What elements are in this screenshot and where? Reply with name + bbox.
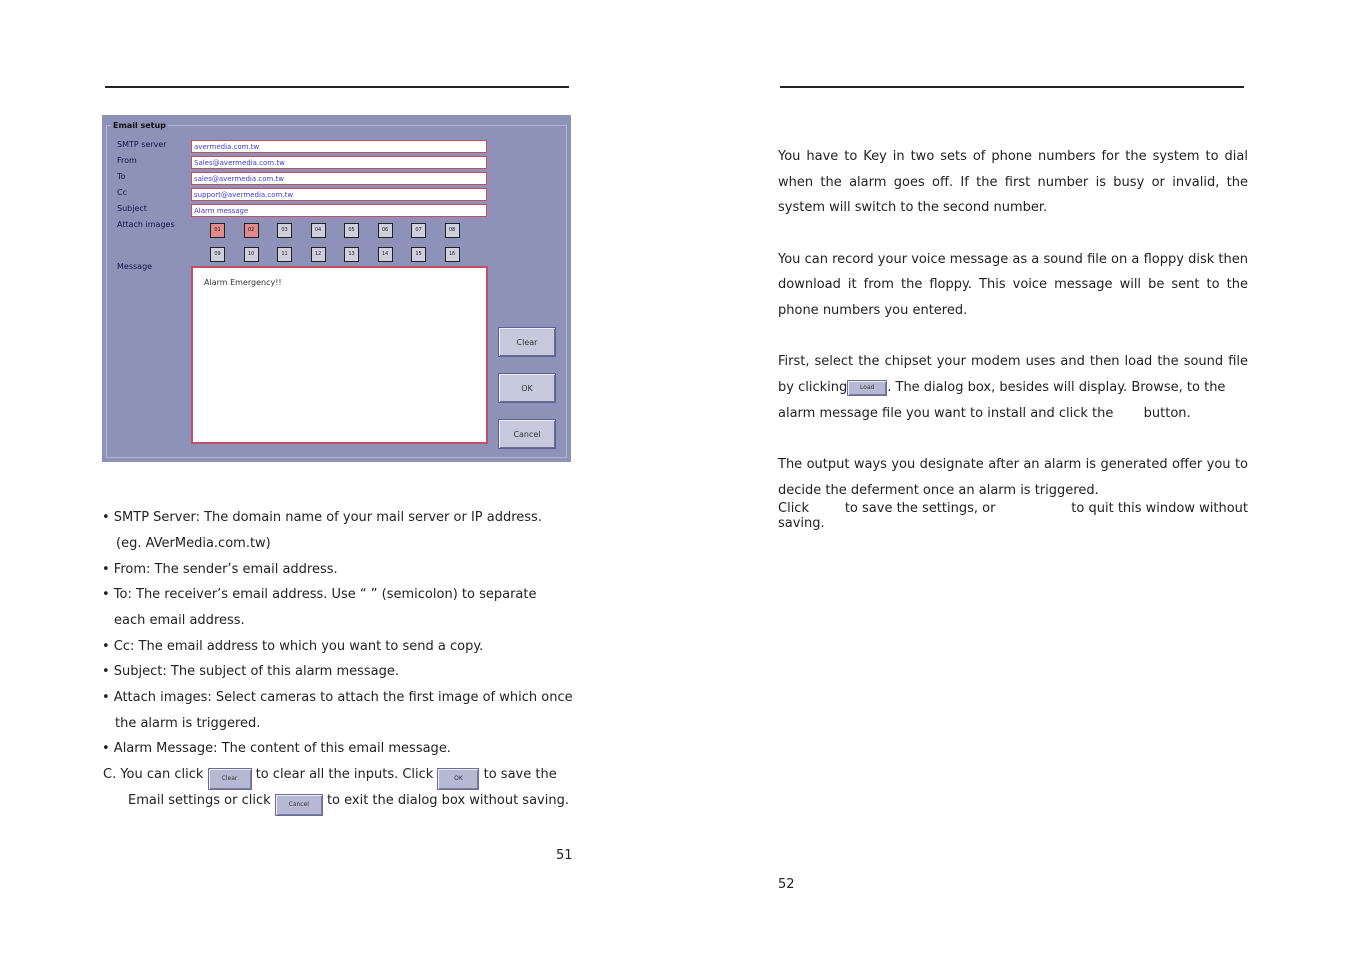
bullet-smtp-server: • SMTP Server: The domain name of your mail server or IP address. (102, 510, 542, 525)
camera-checkbox-14[interactable]: 14 (378, 247, 393, 262)
left-header-rule (105, 86, 569, 88)
page-number-left: 51 (556, 848, 573, 863)
p3-line2-suffix: . The dialog box, besides will display. Browse, to the (887, 380, 1226, 395)
step-c-line2 (128, 793, 569, 816)
step-c2-suffix: to exit the dialog box without saving. (326, 793, 569, 808)
p2-line1: You can record your voice message as a sound file on a floppy disk then (778, 252, 1248, 267)
camera-checkbox-13[interactable]: 13 (344, 247, 359, 262)
camera-checkbox-01[interactable]: 01 (210, 223, 225, 238)
smtp-label: SMTP server (117, 140, 167, 149)
step-c-line1 (103, 767, 557, 790)
ok-button[interactable]: OK (498, 373, 556, 403)
p2-line3: phone numbers you entered. (778, 303, 968, 318)
camera-checkbox-12[interactable]: 12 (311, 247, 326, 262)
camera-checkbox-02[interactable]: 02 (244, 223, 259, 238)
step-c-clear-text: to clear all the inputs. Click (255, 767, 434, 782)
bullet-to-cont: each email address. (114, 613, 245, 628)
camera-checkbox-06[interactable]: 06 (378, 223, 393, 238)
bullet-alarm-message: • Alarm Message: The content of this email message. (102, 741, 451, 756)
camera-checkbox-16[interactable]: 16 (445, 247, 460, 262)
p4-line3-b: to save the settings, or (844, 501, 996, 516)
p3-line3 (778, 406, 1248, 421)
p1-line3: system will switch to the second number. (778, 200, 1048, 215)
p3-line2 (778, 380, 1248, 396)
p4-line4: saving. (778, 516, 825, 531)
p4-line3-a: Click (778, 501, 809, 516)
camera-checkbox-11[interactable]: 11 (277, 247, 292, 262)
message-label: Message (117, 262, 153, 271)
inline-ok-button[interactable]: OK (437, 768, 479, 790)
p1-line2: when the alarm goes off. If the first number is busy or invalid, the (778, 175, 1248, 190)
camera-checkbox-09[interactable]: 09 (210, 247, 225, 262)
step-c-prefix: C. You can click (103, 767, 204, 782)
p1-line1: You have to Key in two sets of phone numbers for the system to dial (778, 149, 1248, 164)
camera-checkbox-05[interactable]: 05 (344, 223, 359, 238)
clear-button[interactable]: Clear (498, 327, 556, 357)
p4-line1: The output ways you designate after an alarm is generated offer you to (778, 457, 1248, 472)
p2-line2: download it from the floppy. This voice message will be sent to the (778, 277, 1248, 292)
step-c-save-text: to save the (483, 767, 557, 782)
bullet-from: • From: The sender’s email address. (102, 562, 338, 577)
bullet-attach-cont: the alarm is triggered. (115, 716, 261, 731)
camera-checkbox-15[interactable]: 15 (411, 247, 426, 262)
bullet-cc: • Cc: The email address to which you want to send a copy. (102, 639, 484, 654)
p4-line3-c: to quit this window without (1071, 501, 1248, 516)
step-c2-prefix: Email settings or click (128, 793, 271, 808)
bullet-subject: • Subject: The subject of this alarm message. (102, 664, 400, 679)
bullet-smtp-example: (eg. AVerMedia.com.tw) (116, 536, 271, 551)
camera-checkbox-08[interactable]: 08 (445, 223, 460, 238)
dialog-title: Email setup (113, 121, 166, 130)
p3-line3-suffix: button. (1143, 406, 1191, 421)
from-input[interactable]: Sales@avermedia.com.tw (191, 156, 487, 169)
message-text: Alarm Emergency!! (204, 278, 282, 287)
email-setup-dialog (102, 115, 571, 462)
inline-cancel-button[interactable]: Cancel (275, 794, 323, 816)
camera-checkbox-03[interactable]: 03 (277, 223, 292, 238)
p3-line2-prefix: by clicking (778, 380, 848, 395)
to-label: To (117, 172, 126, 181)
right-header-rule (780, 86, 1244, 88)
subject-label: Subject (117, 204, 147, 213)
attach-images-label: Attach images (117, 220, 175, 229)
camera-checkbox-10[interactable]: 10 (244, 247, 259, 262)
bullet-to: • To: The receiver’s email address. Use “ ” (semicolon) to separate (102, 587, 537, 602)
p4-line2: decide the deferment once an alarm is triggered. (778, 483, 1099, 498)
p4-line3 (778, 501, 1248, 516)
to-input[interactable]: sales@avermedia.com.tw (191, 172, 487, 185)
inline-load-button[interactable]: Load (847, 380, 887, 396)
page-number-right: 52 (778, 877, 795, 892)
camera-checkbox-07[interactable]: 07 (411, 223, 426, 238)
message-textarea[interactable] (191, 266, 488, 444)
camera-checkbox-04[interactable]: 04 (311, 223, 326, 238)
cancel-button[interactable]: Cancel (498, 419, 556, 449)
bullet-attach-images: • Attach images: Select cameras to attach the first image of which once (102, 690, 573, 705)
smtp-server-input[interactable]: avermedia.com.tw (191, 140, 487, 153)
from-label: From (117, 156, 137, 165)
cc-input[interactable]: support@avermedia.com.tw (191, 188, 487, 201)
cc-label: Cc (117, 188, 127, 197)
p3-line3-prefix: alarm message file you want to install and click the (778, 406, 1114, 421)
subject-input[interactable]: Alarm message (191, 204, 487, 217)
p3-line1: First, select the chipset your modem uses and then load the sound file (778, 354, 1248, 369)
inline-clear-button[interactable]: Clear (208, 768, 252, 790)
